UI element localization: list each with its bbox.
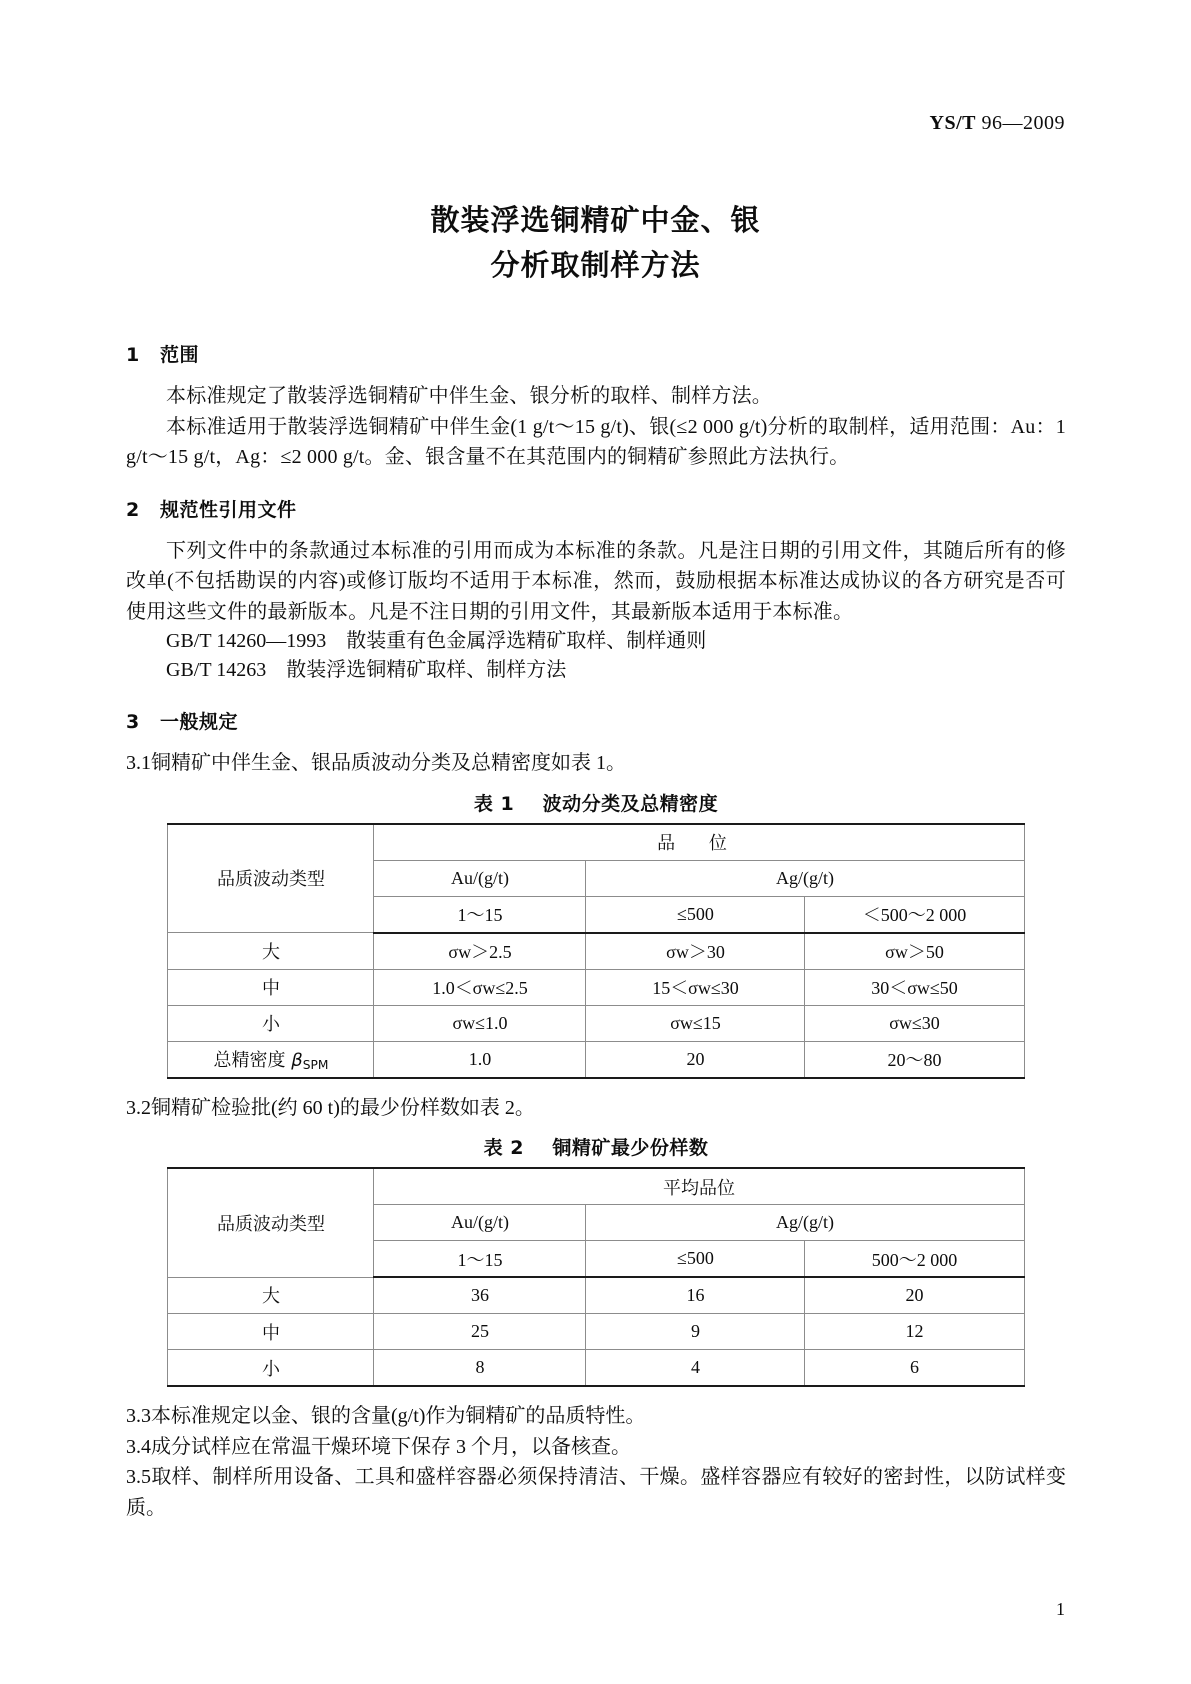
table-row — [168, 1041, 1024, 1078]
table-2-row-1-ag1: 9 — [586, 1314, 805, 1350]
table-row — [168, 1314, 1024, 1350]
section-2-paragraph-1: 下列文件中的条款通过本标准的引用而成为本标准的条款。凡是注日期的引用文件，其随后所有的修改单(不包括勘误的内容)或修订版均不适用于本标准，然而，鼓励根据本标准达成协议的各方研究是否可使用这些文件的最新版本。凡是不注日期的引用文件，其最新版本适用于本标准。 — [126, 539, 1066, 623]
clause-3-1-number: 3.1 — [126, 752, 151, 774]
table-2-col0-header: 品质波动类型 — [168, 1168, 374, 1277]
table-1-caption-label: 表 1 — [473, 792, 515, 815]
section-number-1: 1 — [126, 344, 140, 366]
table-1-row-1-ag1: 15＜σw≤30 — [586, 969, 805, 1005]
table-2-group-header: 平均品位 — [374, 1168, 1024, 1205]
table-1-header-row-1 — [168, 824, 1024, 861]
table-row — [168, 1277, 1024, 1314]
table-1-col0-header: 品质波动类型 — [168, 824, 374, 933]
clause-3-4-number: 3.4 — [126, 1435, 151, 1458]
page-number: 1 — [1056, 1599, 1065, 1619]
table-2-row-0-type: 大 — [168, 1277, 374, 1314]
table-1-row-2-ag1: σw≤15 — [586, 1005, 805, 1041]
section-number-3: 3 — [126, 711, 140, 733]
table-2-range-au: 1～15 — [374, 1241, 586, 1278]
table-2-row-2-ag2: 6 — [805, 1350, 1024, 1387]
table-2-row-2-ag1: 4 — [586, 1350, 805, 1387]
table-1-total-ag2: 20～80 — [805, 1041, 1024, 1078]
table-2-row-1-ag2: 12 — [805, 1314, 1024, 1350]
table-row — [168, 1350, 1024, 1387]
table-row — [168, 933, 1024, 970]
section-1-paragraph-1: 本标准规定了散装浮选铜精矿中伴生金、银分析的取样、制样方法。 — [166, 385, 772, 407]
table-1-range-au: 1～15 — [374, 896, 586, 933]
normative-reference-1: GB/T 14260—1993 散装重有色金属浮选精矿取样、制样通则 — [166, 630, 707, 652]
table-2-subheader-ag: Ag/(g/t) — [586, 1205, 1024, 1241]
table-1-range-ag-1: ≤500 — [586, 896, 805, 933]
section-number-2: 2 — [126, 498, 140, 521]
clause-3-3-number: 3.3 — [126, 1405, 151, 1427]
table-1-row-1-ag2: 30＜σw≤50 — [805, 969, 1024, 1005]
title-line-2: 分析取制样方法 — [490, 248, 701, 282]
table-1-total-ag1: 20 — [586, 1041, 805, 1078]
standard-number: 96—2009 — [981, 112, 1065, 134]
table-2-range-ag-2: 500～2 000 — [805, 1241, 1024, 1278]
table-1-row-2-ag2: σw≤30 — [805, 1005, 1024, 1041]
table-1-subheader-ag: Ag/(g/t) — [586, 860, 1024, 896]
clause-3-2-number: 3.2 — [126, 1096, 151, 1119]
section-title-1: 范围 — [160, 344, 200, 366]
table-2-header-row-1 — [168, 1168, 1024, 1205]
table-row — [168, 969, 1024, 1005]
table-1-row-0-au: σw＞2.5 — [374, 933, 586, 970]
table-2-row-2-type: 小 — [168, 1350, 374, 1387]
table-2-row-0-ag2: 20 — [805, 1277, 1024, 1314]
running-header — [930, 112, 1065, 135]
clause-3-4 — [126, 1432, 1066, 1463]
table-1-subheader-au: Au/(g/t) — [374, 860, 586, 896]
table-2 — [167, 1167, 1024, 1387]
table-1-total-precision-label — [168, 1041, 374, 1078]
section-heading-1 — [126, 340, 1066, 367]
clause-3-5-number: 3.5 — [126, 1466, 151, 1488]
clause-3-1-text: 铜精矿中伴生金、银品质波动分类及总精密度如表 1。 — [151, 752, 626, 774]
table-1-caption-title: 波动分类及总精密度 — [542, 792, 719, 815]
table-1-caption — [126, 789, 1066, 816]
clause-3-3 — [126, 1401, 1066, 1432]
page-title — [0, 198, 1191, 288]
section-title-3: 一般规定 — [160, 711, 239, 733]
table-2-row-1-type: 中 — [168, 1314, 374, 1350]
table-1-range-ag-2: ＜500～2 000 — [805, 896, 1024, 933]
clause-3-5-text: 取样、制样所用设备、工具和盛样容器必须保持清洁、干燥。盛样容器应有较好的密封性，以防试样变质。 — [126, 1466, 1066, 1519]
table-1-total-au: 1.0 — [374, 1041, 586, 1078]
table-1 — [167, 823, 1024, 1079]
table-2-row-0-au: 36 — [374, 1277, 586, 1314]
clause-3-4-text: 成分试样应在常温干燥环境下保存 3 个月，以备核查。 — [151, 1435, 631, 1458]
table-1-row-1-type: 中 — [168, 969, 374, 1005]
table-row — [168, 1005, 1024, 1041]
section-heading-3 — [126, 707, 1066, 734]
clause-3-5 — [126, 1462, 1066, 1523]
table-2-row-1-au: 25 — [374, 1314, 586, 1350]
table-2-caption — [126, 1133, 1066, 1160]
section-title-2: 规范性引用文件 — [160, 498, 297, 521]
standard-prefix: YS/T — [929, 112, 976, 134]
table-1-row-0-ag1: σw＞30 — [586, 933, 805, 970]
table-1-row-2-type: 小 — [168, 1005, 374, 1041]
table-2-caption-label: 表 2 — [483, 1137, 524, 1159]
table-1-row-0-ag2: σw＞50 — [805, 933, 1024, 970]
clause-3-1 — [126, 748, 1066, 779]
normative-reference-2: GB/T 14263 散装浮选铜精矿取样、制样方法 — [166, 659, 567, 681]
table-1-group-header: 品 位 — [374, 824, 1024, 861]
table-1-row-0-type: 大 — [168, 933, 374, 970]
table-2-row-2-au: 8 — [374, 1350, 586, 1387]
clause-3-3-text: 本标准规定以金、银的含量(g/t)作为铜精矿的品质特性。 — [151, 1405, 646, 1427]
table-1-total-precision-text: 总精密度 — [213, 1050, 292, 1071]
table-1-row-1-au: 1.0＜σw≤2.5 — [374, 969, 586, 1005]
table-1-beta-subscript: SPM — [302, 1058, 329, 1073]
clause-3-2 — [126, 1093, 1066, 1124]
table-1-beta-symbol: β — [291, 1050, 303, 1071]
clause-3-2-text: 铜精矿检验批(约 60 t)的最少份样数如表 2。 — [151, 1096, 535, 1119]
table-1-row-2-au: σw≤1.0 — [374, 1005, 586, 1041]
table-2-row-0-ag1: 16 — [586, 1277, 805, 1314]
table-2-subheader-au: Au/(g/t) — [374, 1205, 586, 1241]
section-1-paragraph-2: 本标准适用于散装浮选铜精矿中伴生金(1 g/t～15 g/t)、银(≤2 000 g/t)分析的取制样，适用范围：Au：1 g/t～15 g/t，Ag：≤2 000 g/t。金、银含量不在其范围内的铜精矿参照此方法执行。 — [126, 415, 1066, 468]
document-body — [126, 340, 1066, 1523]
title-line-1: 散装浮选铜精矿中金、银 — [430, 203, 761, 237]
section-heading-2 — [126, 495, 1066, 522]
table-2-range-ag-1: ≤500 — [586, 1241, 805, 1278]
table-2-caption-title: 铜精矿最少份样数 — [552, 1137, 709, 1159]
